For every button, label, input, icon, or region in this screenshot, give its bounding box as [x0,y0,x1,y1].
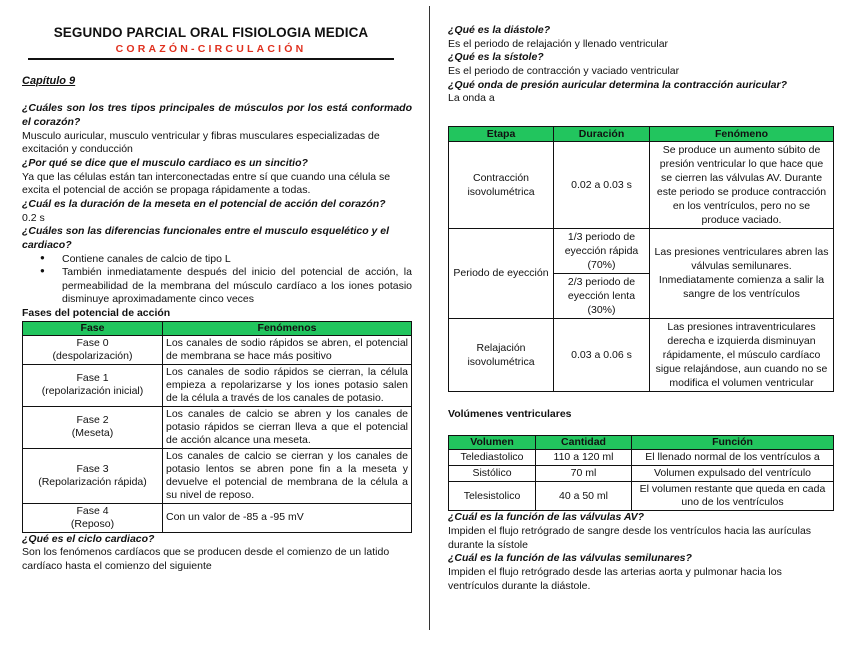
phenomenon-cell: Se produce un aumento súbito de presión ventricular lo que hace que se cierren las válvulas AV. Durante este periodo se produce contracción en los ventrículos, pero no se produce vaciado. [650,141,834,228]
question-av-valves: ¿Cuál es la función de las válvulas AV? [448,511,645,524]
list-item: ● También inmediatamente después del inicio del potencial de acción, la permeabilidad de la membrana del músculo cardíaco a los iones potasio disminuye aproximadamente cinco veces [38,266,412,307]
question-muscle-differences: ¿Cuáles son las diferencias funcionales entre el musculo esquelético y el cardiaco? [22,225,390,251]
question-diastole: ¿Qué es la diástole? [448,24,551,36]
question-atrial-wave: ¿Qué onda de presión auricular determina la contracción auricular? [448,78,788,91]
left-column [22,24,412,574]
answer-av-valves: Impiden el flujo retrógrado de sangre desde los ventrículos hacia las aurículas durante la sístole [448,525,812,551]
duration-cell: 1/3 periodo de eyección rápida (70%) [554,228,650,273]
phases-section-label: Fases del potencial de acción [22,307,171,320]
table-header-row [449,126,834,141]
phase-cell: Fase 1 (repolarización inicial) [23,364,163,406]
answer-diastole: Es el periodo de relajación y llenado ventricular [448,37,669,50]
phenomenon-cell: Los canales de sodio rápidos se cierran, la célula empieza a repolarizarse y los iones potasio salen de la célula a través de los canales de potasio. [163,364,412,406]
phenomenon-cell: Los canales de sodio rápidos se abren, el potencial de membrana se hace más positivo [163,335,412,364]
answer-syncytium: Ya que las células están tan interconectadas entre sí que cuando una célula se excita el potencial de acción se propaga rápidamente a todas. [22,170,391,197]
duration-cell: 0.03 a 0.06 s [554,318,650,391]
phase-cell: Fase 3 (Repolarización rápida) [23,448,163,503]
answer-cardiac-cycle: Son los fenómenos cardíacos que se producen desde el comienzo de un latido cardíaco hasta el comienzo del siguiente [22,546,390,573]
phenomenon-cell: Las presiones ventriculares abren las válvulas semilunares. Inmediatamente comienza a salir la sangre de los ventrículos [650,228,834,318]
right-column [448,24,834,593]
column-header: Cantidad [536,436,632,450]
question-semilunar-valves: ¿Cuál es la función de las válvulas semilunares? [448,552,692,565]
table-row [449,141,834,228]
answer-semilunar-valves: Impiden el flujo retrógrado desde las arterias aorta y pulmonar hacia los ventrículos durante la diástole. [448,566,782,592]
table-row [449,482,834,511]
function-cell: El volumen restante que queda en cada uno de los ventrículos [632,482,834,511]
cardiac-cycle-table [448,126,834,392]
column-header: Volumen [449,436,536,450]
title-underline [28,58,394,60]
list-item: ● Contiene canales de calcio de tipo L [38,253,412,267]
phase-cell: Fase 2 (Meseta) [23,406,163,448]
question-syncytium: ¿Por qué se dice que el musculo cardiaco es un sincitio? [22,157,308,170]
quantity-cell: 110 a 120 ml [536,450,632,466]
function-cell: Volumen expulsado del ventrículo [632,466,834,482]
column-header: Fase [23,321,163,335]
table-row [449,450,834,466]
stage-cell: Periodo de eyección [449,228,554,318]
answer-muscle-types: Musculo auricular, musculo ventricular y fibras musculares especializadas de excitación y conducción [22,129,380,156]
phenomenon-cell: Los canales de calcio se cierran y los canales de potasio lentos se abren pone fin a la meseta y devuelve el potencial de membrana de la célula a su nivel de reposo. [163,448,412,503]
stage-cell: Relajación isovolumétrica [449,318,554,391]
answer-systole: Es el periodo de contracción y vaciado ventricular [448,64,680,77]
page-subtitle: CORAZÓN-CIRCULACIÓN [115,42,307,55]
answer-atrial-wave: La onda a [448,92,495,105]
column-header: Etapa [449,126,554,141]
quantity-cell: 70 ml [536,466,632,482]
ventricular-volumes-table [448,435,834,511]
chapter-heading: Capítulo 9 [22,75,76,88]
phase-cell: Fase 0 (despolarización) [23,335,163,364]
question-plateau-duration: ¿Cuál es la duración de la meseta en el potencial de acción del corazón? [22,197,386,210]
phenomenon-cell: Los canales de calcio se abren y los canales de potasio rápidos se cierran lleva a que el potencial de acción alcance una meseta. [163,406,412,448]
volume-cell: Telediastolico [449,450,536,466]
duration-cell: 0.02 a 0.03 s [554,141,650,228]
volume-cell: Telesistolico [449,482,536,511]
question-muscle-types: ¿Cuáles son los tres tipos principales de músculos por los está conformado el corazón? [22,102,412,129]
table-row [23,448,412,503]
table-row [23,503,412,532]
quantity-cell: 40 a 50 ml [536,482,632,511]
stage-cell: Contracción isovolumétrica [449,141,554,228]
table-row [23,335,412,364]
duration-cell: 2/3 periodo de eyección lenta (30%) [554,273,650,318]
question-systole: ¿Qué es la sístole? [448,51,544,64]
question-cardiac-cycle: ¿Qué es el ciclo cardiaco? [22,532,155,545]
differences-list [38,253,412,308]
phenomenon-cell: Las presiones intraventriculares derecha e izquierda disminuyan rápidamente, el músculo cardíaco sigue relajándose, aun cuando no se modifica el volumen ventricular [650,318,834,391]
column-header: Fenómenos [163,321,412,335]
table-row [449,318,834,391]
table-row [23,406,412,448]
column-header: Función [632,436,834,450]
table-header-row [23,321,412,335]
table-row [449,466,834,482]
function-cell: El llenado normal de los ventrículos a [632,450,834,466]
table-row [23,364,412,406]
column-header: Fenómeno [650,126,834,141]
column-header: Duración [554,126,650,141]
phase-cell: Fase 4 (Reposo) [23,503,163,532]
volumes-section-label: Volúmenes ventriculares [448,407,572,420]
action-potential-phases-table [22,321,412,533]
table-row [449,228,834,273]
answer-plateau-duration: 0.2 s [22,211,45,224]
table-header-row [449,436,834,450]
column-divider [429,6,430,630]
phenomenon-cell: Con un valor de -85 a -95 mV [163,503,412,532]
volume-cell: Sistólico [449,466,536,482]
page-title: SEGUNDO PARCIAL ORAL FISIOLOGIA MEDICA [53,25,369,40]
